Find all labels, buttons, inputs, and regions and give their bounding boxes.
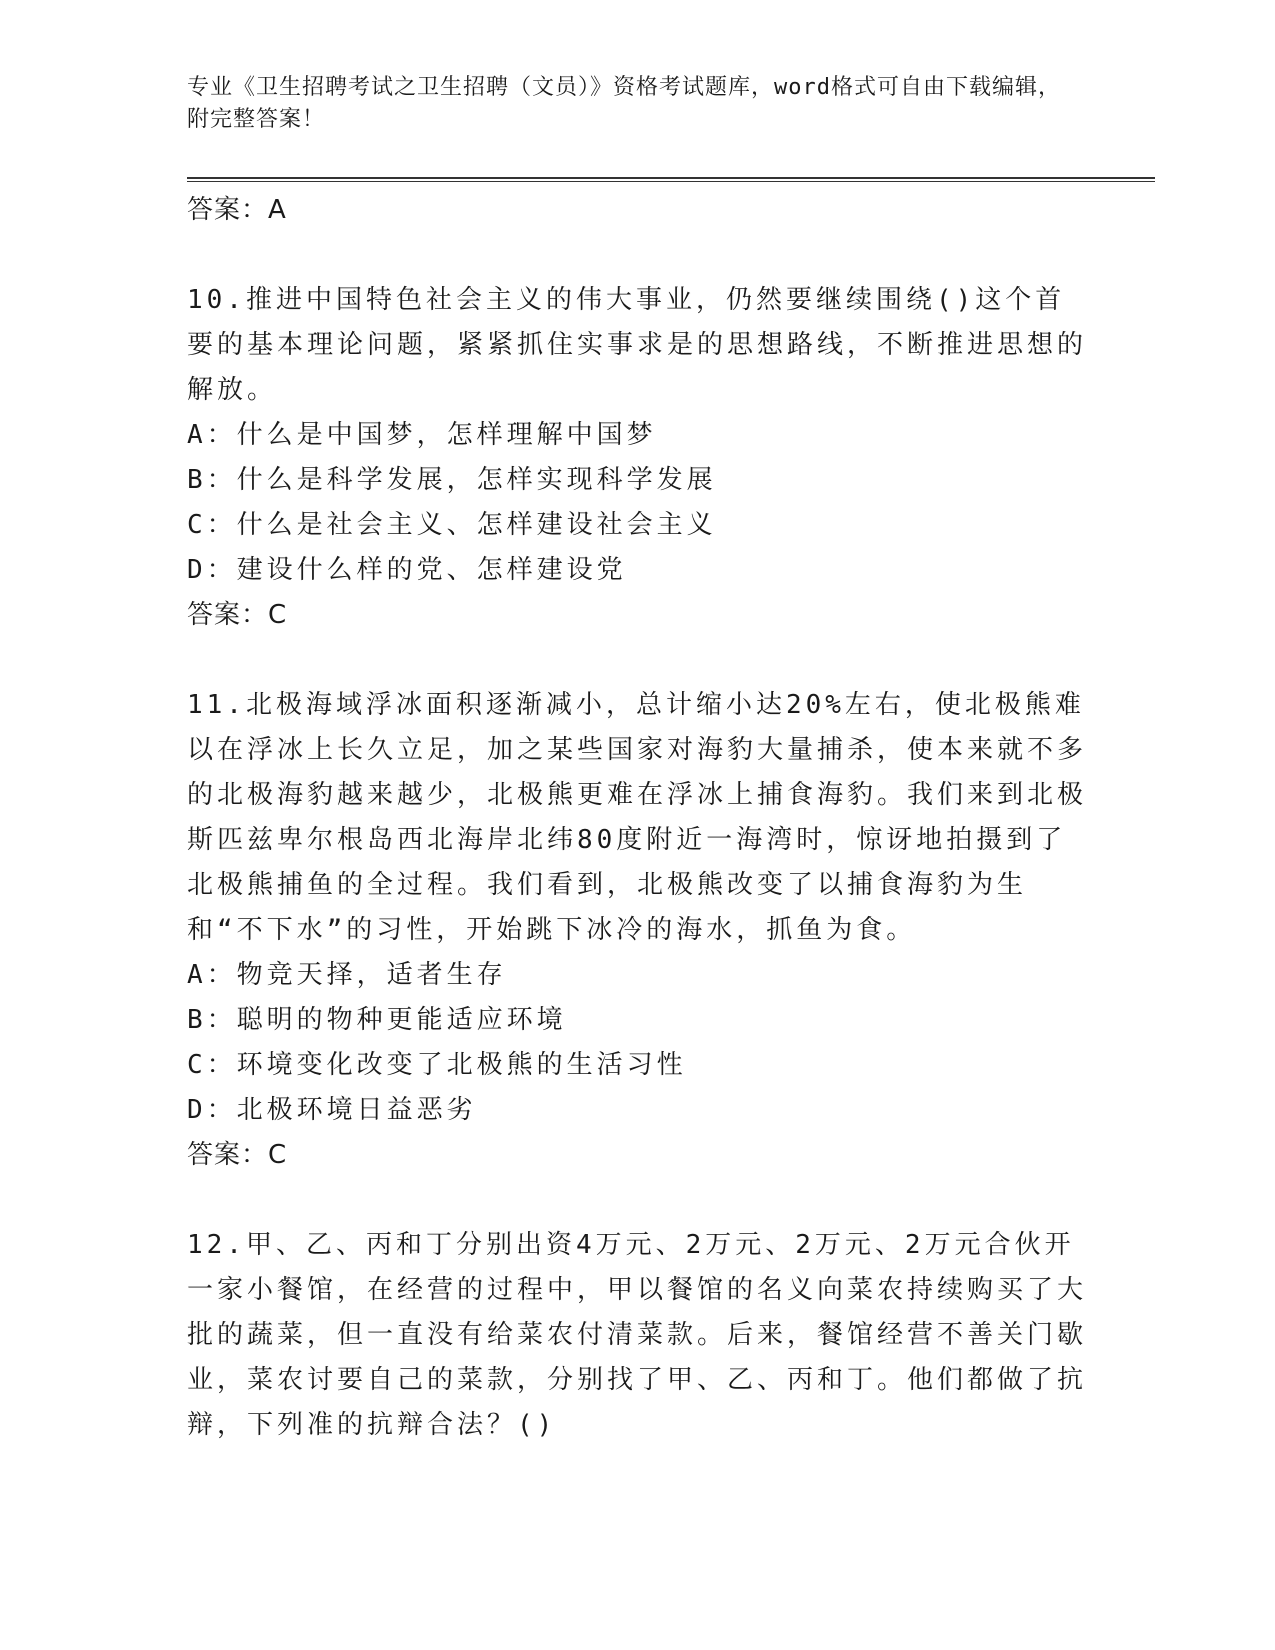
question-stem: 10.推进中国特色社会主义的伟大事业，仍然要继续围绕()这个首要的基本理论问题，紧紧抓住实事求是的思想路线，不断推进思想的解放。 — [187, 285, 1088, 405]
option-a: A：物竞天择，适者生存 — [187, 960, 507, 990]
option-b: B：什么是科学发展，怎样实现科学发展 — [187, 465, 717, 495]
question-stem: 11.北极海域浮冰面积逐渐减小，总计缩小达20%左右，使北极熊难以在浮冰上长久立足，加之某些国家对海豹大量捕杀，使本来就不多的北极海豹越来越少，北极熊更难在浮冰上捕食海豹。我们来到北极斯匹兹卑尔根岛西北海岸北纬80度附近一海湾时，惊讶地拍摄到了北极熊捕鱼的全过程。我们看到，北极熊改变了以捕食海豹为生和“不下水”的习性，开始跳下冰冷的海水，抓鱼为食。 — [187, 690, 1088, 945]
question-12 — [187, 1223, 1087, 1448]
option-d: D：北极环境日益恶劣 — [187, 1095, 477, 1125]
header-text: 专业《卫生招聘考试之卫生招聘（文员）》资格考试题库，word格式可自由下载编辑，附完整答案！ — [187, 75, 1061, 132]
option-a: A：什么是中国梦，怎样理解中国梦 — [187, 420, 657, 450]
option-b: B：聪明的物种更能适应环境 — [187, 1005, 567, 1035]
question-stem: 12.甲、乙、丙和丁分别出资4万元、2万元、2万元、2万元合伙开一家小餐馆，在经营的过程中，甲以餐馆的名义向菜农持续购买了大批的蔬菜，但一直没有给菜农付清菜款。后来，餐馆经营不善关门歇业，菜农讨要自己的菜款，分别找了甲、乙、丙和丁。他们都做了抗辩，下列准的抗辩合法？() — [187, 1230, 1088, 1440]
question-11 — [187, 683, 1087, 1178]
header-divider — [187, 177, 1155, 182]
question-list — [187, 188, 1087, 1448]
question-10 — [187, 278, 1087, 638]
previous-answer: 答案：A — [187, 195, 287, 225]
option-d: D：建设什么样的党、怎样建设党 — [187, 555, 627, 585]
answer-line: 答案：C — [187, 1140, 288, 1170]
answer-line: 答案：C — [187, 600, 288, 630]
option-c: C：环境变化改变了北极熊的生活习性 — [187, 1050, 687, 1080]
page-header — [187, 72, 1067, 136]
option-c: C：什么是社会主义、怎样建设社会主义 — [187, 510, 717, 540]
